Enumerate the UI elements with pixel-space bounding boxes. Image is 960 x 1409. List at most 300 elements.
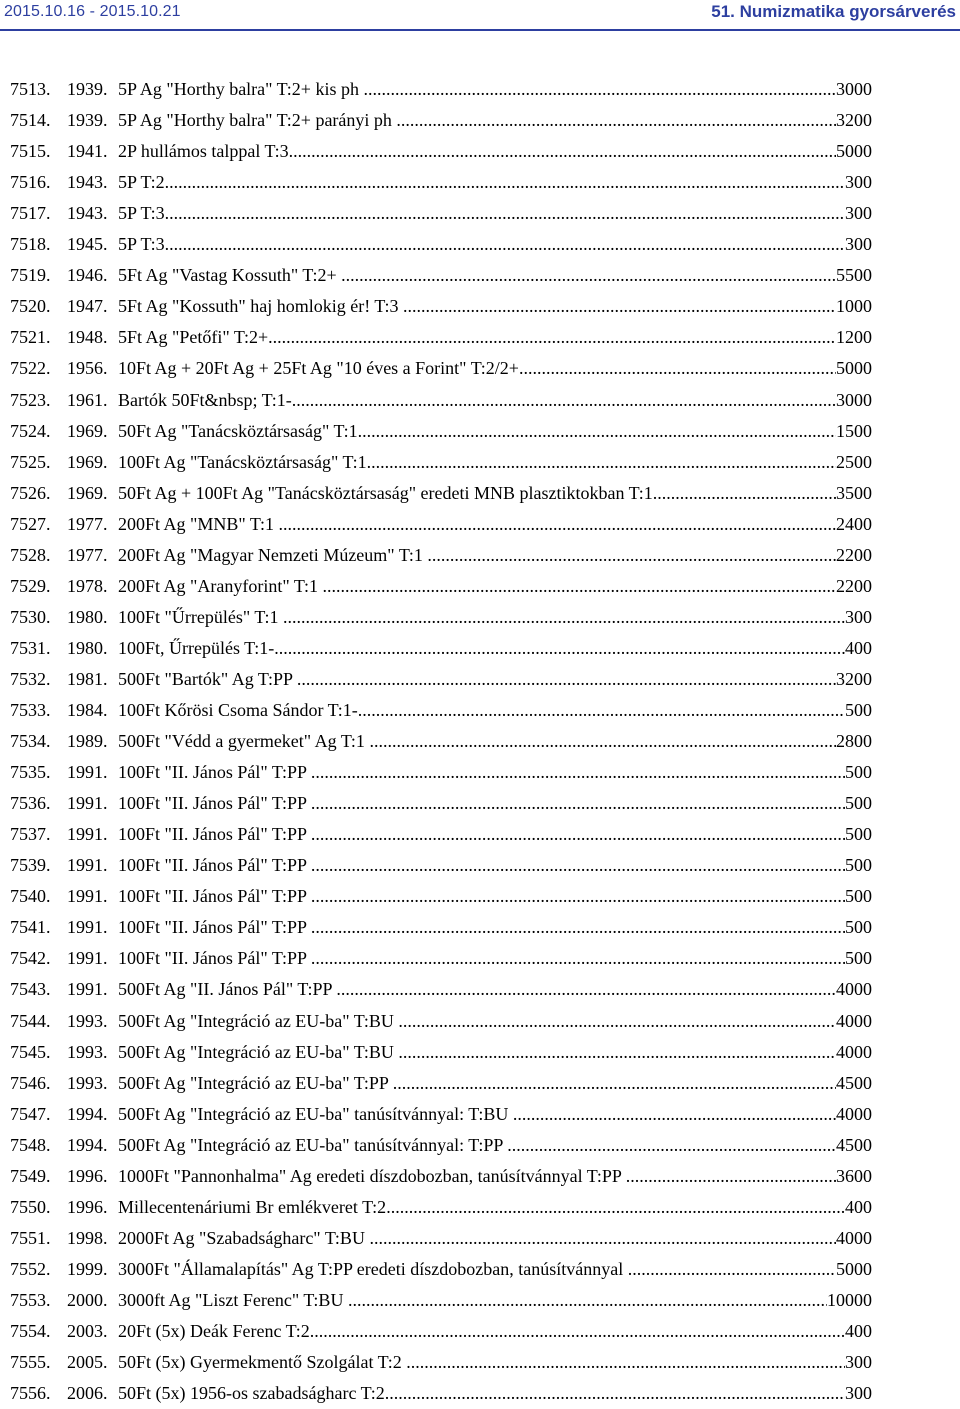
lot-year: 1993. — [67, 1041, 108, 1062]
lot-line — [118, 1130, 872, 1161]
lot-line — [118, 136, 872, 167]
dot-leader — [268, 322, 836, 353]
lot-line — [118, 478, 872, 509]
lot-line — [118, 633, 872, 664]
lot-row — [10, 571, 872, 602]
lot-description: 100Ft "Űrrepülés" T:1 — [118, 606, 283, 627]
lot-description: 100Ft Ag "Tanácsköztársaság" T:1 — [118, 451, 367, 472]
lot-year: 1943. — [67, 172, 108, 193]
lot-number: 7539. — [10, 855, 51, 876]
lot-line — [118, 322, 872, 353]
lot-year: 2000. — [67, 1289, 108, 1310]
lot-description: 20Ft (5x) Deák Ferenc T:2 — [118, 1321, 310, 1341]
lot-number: 7548. — [10, 1134, 51, 1155]
dot-leader — [427, 540, 836, 571]
lot-row — [10, 1006, 872, 1037]
lot-description: 500Ft "Védd a gyermeket" Ag T:1 — [118, 731, 370, 752]
lot-description: 10Ft Ag + 20Ft Ag + 25Ft Ag "10 éves a Forint" T:2/2+ — [118, 358, 519, 379]
lot-row — [10, 695, 872, 726]
dot-leader — [311, 881, 845, 912]
lot-row — [10, 416, 872, 447]
lot-year: 1991. — [67, 948, 108, 969]
lot-year: 1956. — [67, 358, 108, 379]
dot-leader — [297, 664, 836, 695]
lot-starting-price: 3200 — [836, 110, 872, 131]
dot-leader — [165, 229, 845, 260]
dot-leader — [403, 291, 836, 322]
lot-starting-price: 4000 — [836, 1010, 872, 1031]
lot-description: 100Ft, Űrrepülés T:1- — [118, 637, 275, 658]
lot-number: 7534. — [10, 731, 51, 752]
lot-description: 5Ft Ag "Vastag Kossuth" T:2+ — [118, 265, 342, 286]
lot-number: 7556. — [10, 1383, 51, 1404]
auction-date-range: 2015.10.16 - 2015.10.21 — [4, 3, 181, 20]
lot-number: 7526. — [10, 482, 51, 503]
lot-year: 1991. — [67, 762, 108, 783]
lot-description: 500Ft Ag "Integráció az EU-ba" tanúsítvánnyal: T:PP — [118, 1134, 508, 1155]
lot-description: Bartók 50Ft&nbsp; T:1- — [118, 389, 292, 410]
lot-line — [118, 1378, 872, 1409]
lot-row — [10, 447, 872, 478]
lot-starting-price: 1500 — [836, 420, 872, 441]
lot-row — [10, 136, 872, 167]
lot-row — [10, 540, 872, 571]
lot-row — [10, 1223, 872, 1254]
lot-number: 7530. — [10, 606, 51, 627]
lot-starting-price: 4000 — [836, 1227, 872, 1248]
lot-line — [118, 819, 872, 850]
lot-row — [10, 633, 872, 664]
lot-row — [10, 1130, 872, 1161]
lot-starting-price: 300 — [845, 1383, 872, 1404]
lot-starting-price: 4000 — [836, 1103, 872, 1124]
dot-leader — [398, 1006, 836, 1037]
lot-line — [118, 1285, 872, 1316]
lot-year: 1984. — [67, 700, 108, 720]
lot-number: 7519. — [10, 265, 51, 286]
lot-row — [10, 291, 872, 322]
header-divider — [0, 29, 960, 31]
lot-starting-price: 5000 — [836, 358, 872, 379]
lot-line — [118, 602, 872, 633]
lot-number: 7520. — [10, 296, 51, 317]
lot-row — [10, 1068, 872, 1099]
lot-row — [10, 726, 872, 757]
lot-row — [10, 385, 872, 416]
lot-year: 1989. — [67, 731, 108, 752]
lot-starting-price: 2200 — [836, 575, 872, 596]
lot-row — [10, 1378, 872, 1409]
lot-line — [118, 1037, 872, 1068]
lot-line — [118, 850, 872, 881]
dot-leader — [310, 1316, 845, 1347]
lot-year: 1946. — [67, 265, 108, 286]
lot-number: 7514. — [10, 110, 51, 131]
lot-starting-price: 500 — [845, 948, 872, 969]
lot-year: 1980. — [67, 637, 108, 658]
lot-number: 7518. — [10, 234, 51, 255]
lot-starting-price: 5000 — [836, 141, 872, 162]
lot-number: 7555. — [10, 1352, 51, 1373]
lot-number: 7540. — [10, 886, 51, 907]
lot-description: 100Ft "II. János Pál" T:PP — [118, 762, 311, 783]
dot-leader — [311, 912, 845, 943]
lot-year: 1977. — [67, 513, 108, 534]
lot-starting-price: 500 — [845, 762, 872, 783]
lot-description: 50Ft Ag + 100Ft Ag "Tanácsköztársaság" eredeti MNB plasztiktokban T:1 — [118, 482, 653, 503]
lot-row — [10, 788, 872, 819]
lot-line — [118, 1254, 872, 1285]
lot-starting-price: 2200 — [836, 544, 872, 565]
lot-row — [10, 260, 872, 291]
lot-row — [10, 478, 872, 509]
lot-description: 5Ft Ag "Petőfi" T:2+ — [118, 327, 269, 348]
lot-description: 100Ft "II. János Pál" T:PP — [118, 886, 311, 907]
lot-year: 1991. — [67, 886, 108, 907]
lot-line — [118, 198, 872, 229]
lot-number: 7544. — [10, 1010, 51, 1031]
lot-row — [10, 1161, 872, 1192]
lot-row — [10, 1037, 872, 1068]
lot-year: 1994. — [67, 1103, 108, 1124]
dot-leader — [311, 850, 845, 881]
lot-line — [118, 695, 872, 726]
dot-leader — [165, 198, 845, 229]
page-header — [0, 0, 960, 30]
lot-row — [10, 1254, 872, 1285]
lot-description: 50Ft Ag "Tanácsköztársaság" T:1 — [118, 420, 358, 441]
lot-description: 500Ft "Bartók" Ag T:PP — [118, 668, 297, 689]
lot-description: 500Ft Ag "Integráció az EU-ba" T:BU — [118, 1041, 399, 1062]
lot-row — [10, 1316, 872, 1347]
lot-number: 7537. — [10, 824, 51, 845]
dot-leader — [322, 571, 836, 602]
lot-year: 1977. — [67, 544, 108, 565]
lot-description: 5P Ag "Horthy balra" T:2+ kis ph — [118, 79, 364, 99]
dot-leader — [274, 633, 845, 664]
lot-line — [118, 540, 872, 571]
dot-leader — [311, 757, 845, 788]
lot-starting-price: 300 — [845, 606, 872, 627]
lot-starting-price: 3000 — [836, 79, 872, 99]
lot-starting-price: 3000 — [836, 389, 872, 410]
dot-leader — [292, 385, 836, 416]
dot-leader — [348, 1285, 827, 1316]
lot-number: 7529. — [10, 575, 51, 596]
lot-line — [118, 1161, 872, 1192]
dot-leader — [628, 1254, 836, 1285]
lot-row — [10, 912, 872, 943]
lot-line — [118, 229, 872, 260]
lot-year: 1991. — [67, 793, 108, 814]
dot-leader — [358, 695, 845, 726]
lot-row — [10, 819, 872, 850]
lot-number: 7545. — [10, 1041, 51, 1062]
lot-number: 7553. — [10, 1289, 51, 1310]
lot-year: 2005. — [67, 1352, 108, 1373]
lot-description: 5P T:3 — [118, 203, 165, 224]
lot-starting-price: 10000 — [827, 1289, 872, 1310]
lot-number: 7528. — [10, 544, 51, 565]
dot-leader — [311, 819, 845, 850]
lot-starting-price: 500 — [845, 855, 872, 876]
lot-line — [118, 105, 872, 136]
lot-year: 1961. — [67, 389, 108, 410]
lot-number: 7523. — [10, 389, 51, 410]
lot-year: 1947. — [67, 296, 108, 317]
dot-leader — [341, 260, 836, 291]
lot-description: Millecentenáriumi Br emlékveret T:2 — [118, 1196, 387, 1217]
lot-line — [118, 509, 872, 540]
lot-row — [10, 757, 872, 788]
lot-description: 5P Ag "Horthy balra" T:2+ parányi ph — [118, 110, 397, 131]
lot-row — [10, 1347, 872, 1378]
dot-leader — [367, 447, 836, 478]
dot-leader — [519, 353, 836, 384]
lot-year: 1998. — [67, 1227, 108, 1248]
lot-line — [118, 1316, 872, 1347]
lot-description: 500Ft Ag "Integráció az EU-ba" T:PP — [118, 1072, 393, 1093]
lot-description: 100Ft "II. János Pál" T:PP — [118, 824, 311, 845]
dot-leader — [653, 478, 836, 509]
lot-number: 7521. — [10, 327, 51, 348]
lot-line — [118, 74, 872, 105]
lot-number: 7554. — [10, 1321, 51, 1341]
dot-leader — [393, 1068, 836, 1099]
lot-description: 1000Ft "Pannonhalma" Ag eredeti díszdobozban, tanúsítvánnyal T:PP — [118, 1165, 626, 1186]
lot-number: 7552. — [10, 1258, 51, 1279]
lot-row — [10, 1099, 872, 1130]
lot-line — [118, 788, 872, 819]
lot-line — [118, 416, 872, 447]
dot-leader — [279, 509, 837, 540]
lot-year: 1945. — [67, 234, 108, 255]
dot-leader — [396, 105, 836, 136]
lot-year: 1969. — [67, 482, 108, 503]
lot-line — [118, 353, 872, 384]
lot-year: 1948. — [67, 327, 108, 348]
dot-leader — [626, 1161, 836, 1192]
lot-starting-price: 2400 — [836, 513, 872, 534]
lot-line — [118, 912, 872, 943]
lot-number: 7517. — [10, 203, 51, 224]
dot-leader — [406, 1347, 845, 1378]
lot-number: 7527. — [10, 513, 51, 534]
lot-starting-price: 400 — [845, 1321, 872, 1341]
lot-line — [118, 1223, 872, 1254]
lot-number: 7536. — [10, 793, 51, 814]
lot-number: 7525. — [10, 451, 51, 472]
lot-line — [118, 1347, 872, 1378]
lot-row — [10, 229, 872, 260]
lot-starting-price: 500 — [845, 824, 872, 845]
lot-row — [10, 353, 872, 384]
lot-number: 7532. — [10, 668, 51, 689]
lot-year: 1994. — [67, 1134, 108, 1155]
lot-starting-price: 1000 — [836, 296, 872, 317]
lot-line — [118, 1006, 872, 1037]
lot-row — [10, 322, 872, 353]
lot-description: 200Ft Ag "Aranyforint" T:1 — [118, 575, 323, 596]
dot-leader — [369, 726, 836, 757]
dot-leader — [363, 74, 836, 105]
lot-starting-price: 3600 — [836, 1165, 872, 1186]
lot-line — [118, 260, 872, 291]
lot-year: 1996. — [67, 1196, 108, 1217]
lot-description: 2000Ft Ag "Szabadságharc" T:BU — [118, 1227, 370, 1248]
lot-line — [118, 881, 872, 912]
lot-starting-price: 300 — [845, 172, 872, 193]
lot-year: 1978. — [67, 575, 108, 596]
lot-line — [118, 385, 872, 416]
dot-leader — [289, 136, 836, 167]
lot-row — [10, 1285, 872, 1316]
lot-starting-price: 400 — [845, 1196, 872, 1217]
lot-starting-price: 2800 — [836, 731, 872, 752]
lot-year: 1981. — [67, 668, 108, 689]
lot-starting-price: 1200 — [836, 327, 872, 348]
lot-starting-price: 3200 — [836, 668, 872, 689]
lot-starting-price: 4500 — [836, 1072, 872, 1093]
lot-year: 1980. — [67, 606, 108, 627]
lot-row — [10, 509, 872, 540]
lot-description: 3000ft Ag "Liszt Ferenc" T:BU — [118, 1289, 348, 1310]
lot-starting-price: 4000 — [836, 1041, 872, 1062]
lot-description: 100Ft "II. János Pál" T:PP — [118, 793, 311, 814]
dot-leader — [398, 1037, 836, 1068]
lot-line — [118, 447, 872, 478]
lot-starting-price: 500 — [845, 886, 872, 907]
lot-year: 1939. — [67, 79, 108, 99]
lot-line — [118, 974, 872, 1005]
lot-year: 2006. — [67, 1383, 108, 1404]
lot-description: 200Ft Ag "MNB" T:1 — [118, 513, 279, 534]
lot-line — [118, 664, 872, 695]
lot-number: 7515. — [10, 141, 51, 162]
lot-year: 1993. — [67, 1010, 108, 1031]
lot-line — [118, 571, 872, 602]
lot-starting-price: 500 — [845, 917, 872, 938]
lot-year: 1969. — [67, 420, 108, 441]
lot-year: 1991. — [67, 824, 108, 845]
lot-description: 500Ft Ag "Integráció az EU-ba" T:BU — [118, 1010, 399, 1031]
lot-row — [10, 602, 872, 633]
lot-starting-price: 300 — [845, 234, 872, 255]
lot-number: 7543. — [10, 979, 51, 1000]
dot-leader — [165, 167, 845, 198]
lot-year: 1993. — [67, 1072, 108, 1093]
lot-description: 100Ft "II. János Pál" T:PP — [118, 855, 311, 876]
lot-number: 7541. — [10, 917, 51, 938]
lot-year: 1996. — [67, 1165, 108, 1186]
lot-number: 7546. — [10, 1072, 51, 1093]
dot-leader — [336, 974, 836, 1005]
lot-description: 50Ft (5x) 1956-os szabadságharc T:2 — [118, 1383, 385, 1404]
lot-line — [118, 726, 872, 757]
lot-starting-price: 2500 — [836, 451, 872, 472]
lot-year: 1969. — [67, 451, 108, 472]
dot-leader — [283, 602, 845, 633]
dot-leader — [369, 1223, 836, 1254]
lot-row — [10, 74, 872, 105]
lot-line — [118, 1192, 872, 1223]
dot-leader — [385, 1378, 845, 1409]
lot-line — [118, 943, 872, 974]
lot-description: 100Ft Kőrösi Csoma Sándor T:1- — [118, 700, 358, 720]
lot-line — [118, 1099, 872, 1130]
lot-starting-price: 4000 — [836, 979, 872, 1000]
lot-number: 7522. — [10, 358, 51, 379]
lot-row — [10, 850, 872, 881]
auction-title: 51. Numizmatika gyorsárverés — [711, 2, 956, 21]
lot-description: 2P hullámos talppal T:3 — [118, 141, 289, 162]
lot-number: 7549. — [10, 1165, 51, 1186]
lot-year: 1991. — [67, 917, 108, 938]
lot-year: 1943. — [67, 203, 108, 224]
lot-number: 7551. — [10, 1227, 51, 1248]
lot-description: 5P T:2 — [118, 172, 165, 193]
lot-starting-price: 300 — [845, 203, 872, 224]
lot-row — [10, 167, 872, 198]
lot-description: 3000Ft "Államalapítás" Ag T:PP eredeti díszdobozban, tanúsítvánnyal — [118, 1258, 628, 1279]
lot-row — [10, 664, 872, 695]
lot-year: 1991. — [67, 855, 108, 876]
lot-starting-price: 4500 — [836, 1134, 872, 1155]
lot-line — [118, 167, 872, 198]
lot-description: 100Ft "II. János Pál" T:PP — [118, 917, 311, 938]
lot-starting-price: 400 — [845, 637, 872, 658]
lot-description: 200Ft Ag "Magyar Nemzeti Múzeum" T:1 — [118, 544, 428, 565]
dot-leader — [386, 1192, 845, 1223]
dot-leader — [311, 788, 845, 819]
lot-number: 7531. — [10, 637, 51, 658]
lot-starting-price: 5000 — [836, 1258, 872, 1279]
lot-line — [118, 1068, 872, 1099]
lot-year: 2003. — [67, 1321, 108, 1341]
lot-description: 500Ft Ag "Integráció az EU-ba" tanúsítvánnyal: T:BU — [118, 1103, 513, 1124]
lot-line — [118, 291, 872, 322]
lot-starting-price: 3500 — [836, 482, 872, 503]
lot-row — [10, 943, 872, 974]
lot-row — [10, 881, 872, 912]
dot-leader — [358, 416, 836, 447]
lot-row — [10, 1192, 872, 1223]
lot-starting-price: 5500 — [836, 265, 872, 286]
dot-leader — [513, 1099, 836, 1130]
lot-description: 5P T:3 — [118, 234, 165, 255]
dot-leader — [507, 1130, 836, 1161]
lot-line — [118, 757, 872, 788]
lot-starting-price: 500 — [845, 700, 872, 720]
lot-starting-price: 500 — [845, 793, 872, 814]
lot-description: 5Ft Ag "Kossuth" haj homlokig ér! T:3 — [118, 296, 403, 317]
lot-row — [10, 974, 872, 1005]
lot-number: 7542. — [10, 948, 51, 969]
lot-number: 7533. — [10, 700, 51, 720]
lot-number: 7524. — [10, 420, 51, 441]
lot-number: 7513. — [10, 79, 51, 99]
lot-year: 1941. — [67, 141, 108, 162]
lot-number: 7535. — [10, 762, 51, 783]
dot-leader — [311, 943, 845, 974]
lot-number: 7550. — [10, 1196, 51, 1217]
lot-row — [10, 105, 872, 136]
lot-description: 50Ft (5x) Gyermekmentő Szolgálat T:2 — [118, 1352, 407, 1373]
lot-number: 7516. — [10, 172, 51, 193]
lot-starting-price: 300 — [845, 1352, 872, 1373]
lot-year: 1991. — [67, 979, 108, 1000]
lot-number: 7547. — [10, 1103, 51, 1124]
